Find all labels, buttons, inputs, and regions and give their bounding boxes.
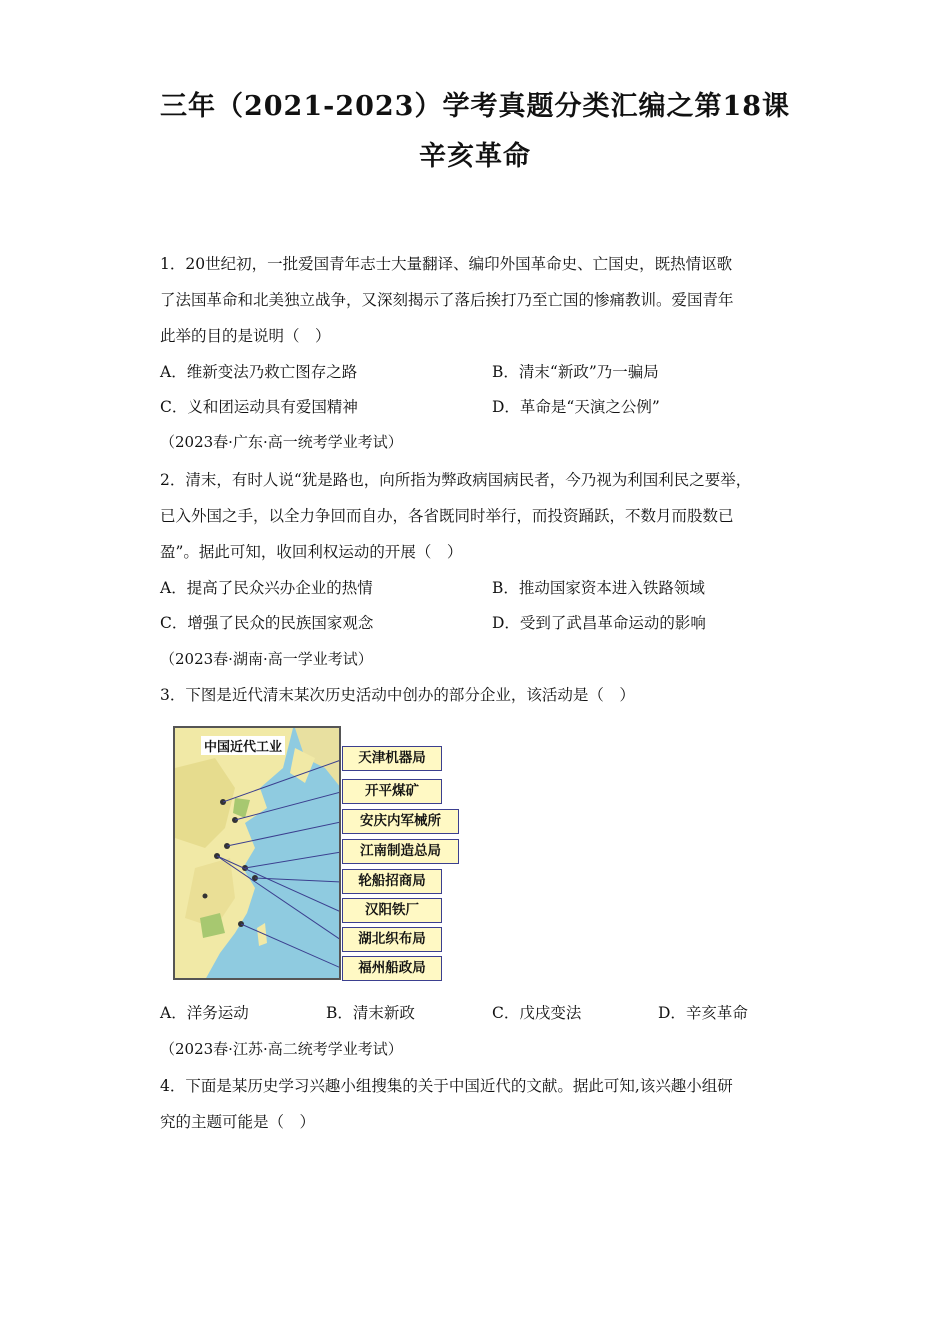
label-lunchuan: 轮船招商局 (342, 869, 442, 894)
q2-source: （2023春·湖南·高一学业考试） (160, 650, 373, 668)
q2-stem-line1: 2．清末，有时人说“犹是路也，向所指为弊政病国病民者，今乃视为利国利民之要举， (160, 471, 752, 489)
label-fuzhou: 福州船政局 (342, 956, 442, 981)
q3-option-a: A．洋务运动 (160, 1004, 249, 1022)
q3-option-d: D．辛亥革命 (658, 1004, 748, 1022)
q1-source: （2023春·广东·高一统考学业考试） (160, 433, 403, 451)
q2-option-a: A．提高了民众兴办企业的热情 (160, 579, 373, 597)
q1-option-c: C．义和团运动具有爱国精神 (160, 398, 358, 416)
q2-option-c: C．增强了民众的民族国家观念 (160, 614, 374, 632)
map-drawing (175, 728, 341, 980)
q2-option-d: D．受到了武昌革命运动的影响 (492, 614, 706, 632)
q3-stem-line1: 3．下图是近代清末某次历史活动中创办的部分企业，该活动是（ ） (160, 686, 635, 704)
label-jiangnan: 江南制造总局 (342, 839, 459, 864)
q1-stem-line2: 了法国革命和北美独立战争，又深刻揭示了落后挨打乃至亡国的惨痛教训。爱国青年 (160, 291, 734, 309)
q4-stem-line2: 究的主题可能是（ ） (160, 1113, 316, 1131)
q1-option-d: D．革命是“天演之公例” (492, 398, 660, 416)
q4-stem-line1: 4．下面是某历史学习兴趣小组搜集的关于中国近代的文献。据此可知,该兴趣小组研 (160, 1077, 733, 1095)
q2-option-b: B．推动国家资本进入铁路领域 (492, 579, 705, 597)
industry-map-figure (173, 726, 463, 982)
q1-stem-line1: 1．20世纪初，一批爱国青年志士大量翻译、编印外国革命史、亡国史，既热情讴歌 (160, 255, 733, 273)
q3-option-b: B．清末新政 (326, 1004, 415, 1022)
q1-option-a: A．维新变法乃救亡图存之路 (160, 363, 358, 381)
q1-option-b: B．清末“新政”乃一骗局 (492, 363, 659, 381)
document-title: 三年（2021-2023）学考真题分类汇编之第18课 (159, 91, 791, 122)
label-kaiping: 开平煤矿 (342, 779, 442, 804)
q3-option-c: C．戊戌变法 (492, 1004, 582, 1022)
q1-stem-line3: 此举的目的是说明（ ） (160, 327, 331, 345)
label-hubei: 湖北织布局 (342, 927, 442, 952)
map-title: 中国近代工业 (201, 736, 285, 755)
label-tianjin: 天津机器局 (342, 746, 442, 771)
document-subtitle: 辛亥革命 (419, 141, 531, 172)
q2-stem-line2: 已入外国之手，以全力争回而自办，各省既同时举行，而投资踊跃，不数月而股数已 (160, 507, 734, 525)
label-hanyang: 汉阳铁厂 (342, 898, 442, 923)
china-map (173, 726, 341, 980)
q3-source: （2023春·江苏·高二统考学业考试） (160, 1040, 403, 1058)
q2-stem-line3: 盈”。据此可知，收回利权运动的开展（ ） (160, 543, 463, 561)
label-anqing: 安庆内军械所 (342, 809, 459, 834)
